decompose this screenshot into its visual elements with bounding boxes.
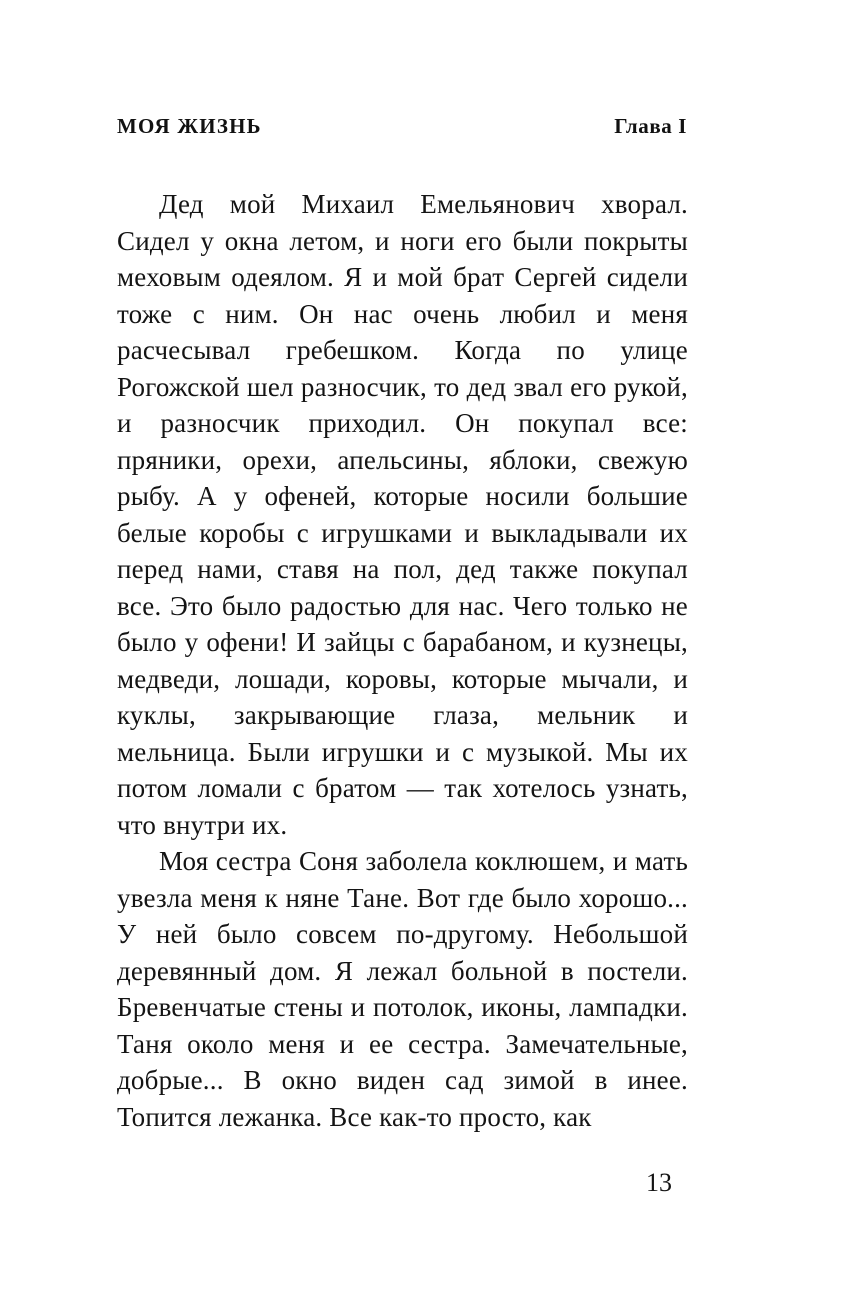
- paragraph-1: Дед мой Михаил Емельянович хворал. Сидел у окна летом, и ноги его были покрыты меховым одеялом. Я и мой брат Сергей сидели тоже с ним. Он нас очень любил и меня расчесывал гребешком. Когда по улице Рогожской шел разносчик, то дед звал его рукой, и разносчик приходил. Он покупал все: пряники, орехи, апельсины, яблоки, свежую рыбу. А у офеней, которые носили большие белые коробы с игрушками и выкладывали их перед нами, ставя на пол, дед также покупал все. Это было радостью для нас. Чего только не было у офени! И зайцы с барабаном, и кузнецы, медведи, лошади, коровы, которые мычали, и куклы, закрывающие глаза, мельник и мельница. Были игрушки и с музыкой. Мы их потом ломали с братом — так хотелось узнать, что внутри их.: [117, 189, 688, 840]
- page-number: 13: [646, 1168, 672, 1197]
- paragraph-2: Моя сестра Соня заболела коклюшем, и мать увезла меня к няне Тане. Вот где было хорошо... У ней было совсем по-другому. Небольшой деревянный дом. Я лежал больной в постели. Бревенчатые стены и потолок, иконы, лампадки. Таня около меня и ее сестра. Замечательные, добрые... В окно виден сад зимой в инее. Топится лежанка. Все как-то просто, как: [117, 846, 688, 1132]
- running-head-chapter: Глава I: [614, 114, 687, 138]
- body-text: [117, 186, 688, 1135]
- running-head-title: МОЯ ЖИЗНЬ: [117, 114, 262, 138]
- running-head: [117, 114, 687, 139]
